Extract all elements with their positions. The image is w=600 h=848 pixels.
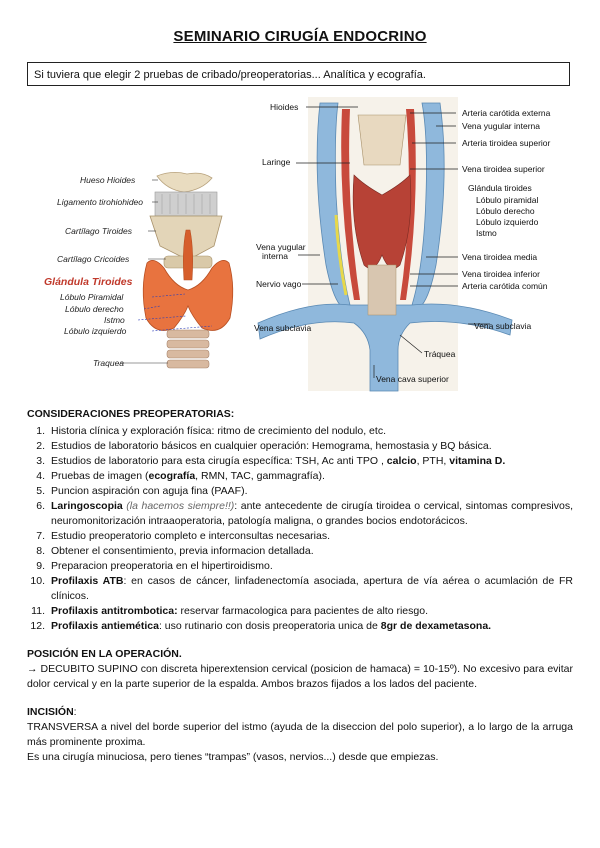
posicion-heading: POSICIÓN EN LA OPERACIÓN.	[27, 648, 182, 660]
label-nervio-vago: Nervio vago	[256, 279, 302, 289]
label-vena-subclavia-left: Vena subclavia	[254, 323, 312, 333]
preop-heading: CONSIDERACIONES PREOPERATORIAS:	[27, 408, 235, 420]
posicion-text: → DECUBITO SUPINO con discreta hiperextension cervical (posicion de hamaca) = 10-15º). No excesivo para evitar dolor cervical y en la parte superior de la espalda. Ambos brazos fijados a los lados del paciente.	[27, 663, 573, 690]
label-cartilago-tiroides: Cartílago Tiroides	[65, 226, 133, 236]
incision-text-1: TRANSVERSA a nivel del borde superior del istmo (ayuda de la diseccion del polo superior), a lo largo de la arruga más prominente proxima.	[27, 721, 573, 748]
list-item: 6. Laringoscopia (la hacemos siempre!!): ante antecedente de cirugía tiroidea o cervical, sintomas compresivos, neuromonitorización intraaoperatoria, patología maligna, o grandes bocios endotorácicos.	[36, 500, 574, 527]
list-item: 3. Estudios de laboratorio para esta cirugía específica: TSH, Ac anti TPO , calcio, PTH, vitamina D.	[36, 455, 506, 467]
list-item: 5. Puncion aspiración con aguja fina (PAAF).	[36, 485, 248, 497]
list-item: 7. Estudio preoperatorio completo e interconsultas necesarias.	[36, 530, 330, 542]
incision-heading: INCISIÓN:	[27, 706, 77, 718]
label-ligamento: Ligamento tirohiohideo	[57, 197, 144, 207]
neck-vessels-figure	[250, 95, 580, 397]
label-lobulo-derecho: Lóbulo derecho	[65, 304, 124, 314]
label-vena-subclavia-right: Vena subclavia	[474, 321, 532, 331]
list-item: 11. Profilaxis antitrombotica: reservar farmacologica para pacientes de alto riesgo.	[31, 605, 428, 617]
label-lobulo-derecho-right: Lóbulo derecho	[476, 206, 535, 216]
page-title: SEMINARIO CIRUGÍA ENDOCRINO	[173, 28, 427, 45]
list-item: 12. Profilaxis antiemética: uso rutinario con dosis preoperatoria unica de 8gr de dexametasona.	[30, 620, 492, 632]
label-lobulo-piramidal-right: Lóbulo piramidal	[476, 195, 539, 205]
label-vena-tiroidea-media: Vena tiroidea media	[462, 252, 538, 262]
label-arteria-carotida-comun: Arteria carótida común	[462, 281, 548, 291]
label-vena-yugular-interna-l1: Vena yugular	[256, 242, 306, 252]
list-item: 8. Obtener el consentimiento, previa informacion detallada.	[36, 545, 314, 557]
label-arteria-tiroidea-superior: Arteria tiroidea superior	[462, 138, 551, 148]
label-vena-tiroidea-inferior: Vena tiroidea inferior	[462, 269, 540, 279]
list-item: 9. Preparacion preoperatoria en el hipertiroidismo.	[36, 560, 273, 572]
label-istmo: Istmo	[104, 315, 125, 325]
label-hioides: Hioides	[270, 102, 299, 112]
list-item: 10. Profilaxis ATB: en casos de cáncer, linfadenectomía asociada, apertura de vía aérea o acumlación de FR clínicos.	[30, 575, 573, 602]
label-hueso-hioides: Hueso Hioides	[80, 175, 136, 185]
preop-list	[27, 424, 573, 634]
label-istmo-right: Istmo	[476, 228, 497, 238]
incision-text-2: Es una cirugía minuciosa, pero tienes “trampas” (vasos, nervios...) desde que empiezas.	[27, 751, 439, 763]
document-body	[27, 407, 573, 765]
intro-box: Si tuviera que elegir 2 pruebas de cribado/preoperatorias... Analítica y ecografía.	[27, 62, 570, 86]
label-vena-yugular-interna-l2: interna	[262, 251, 288, 261]
thyroid-anatomy-figure	[44, 168, 252, 373]
label-lobulo-piramidal: Lóbulo Piramidal	[60, 292, 124, 302]
label-cartilago-cricoides: Cartílago Cricoides	[57, 254, 130, 264]
label-laringe: Laringe	[262, 157, 291, 167]
label-glandula-tiroides: Glándula Tiroides	[44, 276, 133, 288]
label-lobulo-izquierdo-right: Lóbulo izquierdo	[476, 217, 539, 227]
label-traquea-right: Tráquea	[424, 349, 456, 359]
list-item: 4. Pruebas de imagen (ecografía, RMN, TAC, gammagrafía).	[36, 470, 325, 482]
label-vena-cava-superior: Vena cava superior	[376, 374, 449, 384]
label-traquea: Traquea	[93, 358, 125, 368]
label-glandula-tiroides-right: Glándula tiroides	[468, 183, 532, 193]
label-vena-yugular-interna-right: Vena yugular interna	[462, 121, 540, 131]
label-lobulo-izquierdo: Lóbulo izquierdo	[64, 326, 127, 336]
list-item: 2. Estudios de laboratorio básicos en cualquier operación: Hemograma, hemostasia y BQ básica.	[36, 440, 492, 452]
label-vena-tiroidea-superior: Vena tiroidea superior	[462, 164, 545, 174]
label-arteria-carotida-externa: Arteria carótida externa	[462, 108, 551, 118]
list-item: 1. Historia clínica y exploración física: ritmo de crecimiento del nodulo, etc.	[36, 425, 386, 437]
